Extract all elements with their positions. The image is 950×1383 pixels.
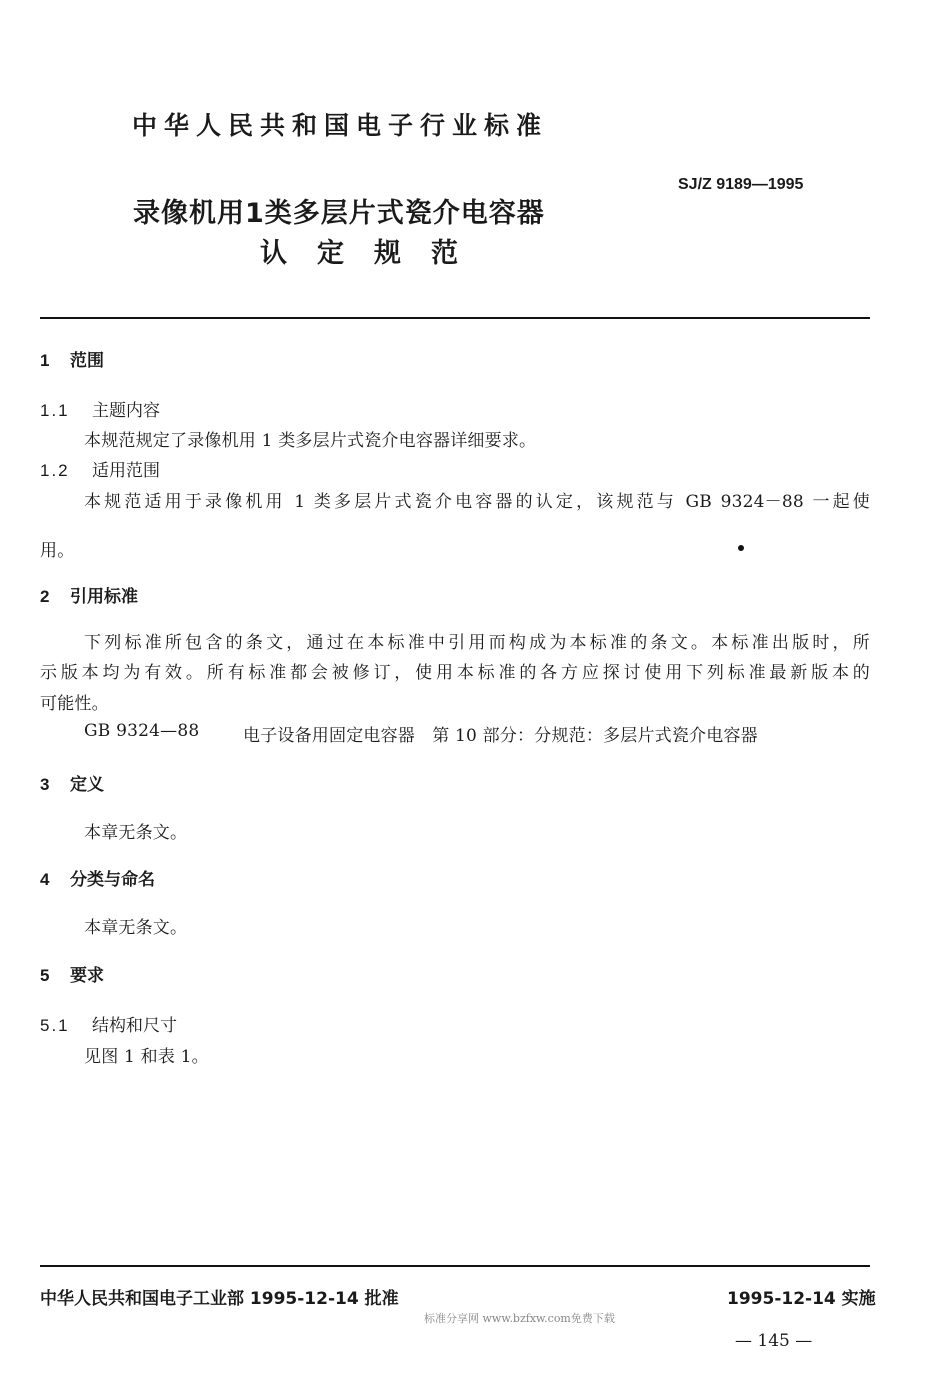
reference-code: GB 9324—88 [84, 721, 200, 741]
standard-code: SJ/Z 9189—1995 [678, 176, 804, 193]
section-title: 结构和尺寸 [92, 1016, 177, 1036]
section-number: 5.1 [40, 1016, 70, 1035]
section-2-text-line3: 可能性。 [40, 694, 109, 714]
section-number: 1.2 [40, 461, 70, 480]
section-1-heading [40, 346, 104, 371]
section-1-1-text: 本规范规定了录像机用 1 类多层片式瓷介电容器详细要求。 [84, 431, 537, 451]
section-title: 范围 [70, 351, 104, 371]
document-title-line1: 录像机用1类多层片式瓷介电容器 [133, 198, 545, 229]
issuing-organization: 中华人民共和国电子行业标准 [132, 111, 549, 140]
document-title-line2: 认定规范 [260, 238, 488, 269]
section-title: 分类与命名 [70, 870, 155, 890]
section-1-2-text-line2: 用。 [40, 541, 75, 561]
section-title: 引用标准 [70, 587, 138, 607]
section-number: 4 [40, 870, 50, 889]
section-number: 2 [40, 587, 50, 606]
section-5-1-text: 见图 1 和表 1。 [84, 1047, 209, 1067]
section-title: 主题内容 [92, 401, 160, 421]
section-number: 3 [40, 775, 50, 794]
section-2-text-line1: 下列标准所包含的条文，通过在本标准中引用而构成为本标准的条文。本标准出版时，所 [84, 633, 870, 653]
section-title: 定义 [70, 775, 104, 795]
section-5-heading [40, 961, 104, 986]
section-1-1-heading [40, 396, 160, 421]
section-number: 5 [40, 966, 50, 985]
section-2-text-line2: 示版本均为有效。所有标准都会被修订，使用本标准的各方应探讨使用下列标准最新版本的 [40, 663, 870, 683]
effective-date: 1995-12-14 实施 [727, 1289, 876, 1309]
section-3-heading [40, 770, 104, 795]
section-4-text: 本章无条文。 [84, 918, 188, 938]
section-2-heading [40, 582, 138, 607]
footer-divider [40, 1265, 870, 1267]
section-title: 适用范围 [92, 461, 160, 481]
stray-dot-mark [738, 545, 744, 551]
section-5-1-heading [40, 1011, 177, 1036]
approval-statement: 中华人民共和国电子工业部 1995-12-14 批准 [40, 1289, 399, 1309]
header-divider [40, 317, 870, 319]
section-4-heading [40, 865, 155, 890]
watermark-text: 标准分享网 www.bzfxw.com免费下载 [424, 1312, 615, 1325]
reference-title: 电子设备用固定电容器 第 10 部分：分规范：多层片式瓷介电容器 [243, 726, 758, 746]
section-1-2-text-line1: 本规范适用于录像机用 1 类多层片式瓷介电容器的认定，该规范与 GB 9324－88 一起使 [84, 492, 870, 512]
section-number: 1.1 [40, 401, 70, 420]
page-number: — 145 — [735, 1331, 813, 1351]
section-title: 要求 [70, 966, 104, 986]
section-number: 1 [40, 351, 50, 370]
section-3-text: 本章无条文。 [84, 823, 188, 843]
section-1-2-heading [40, 456, 160, 481]
